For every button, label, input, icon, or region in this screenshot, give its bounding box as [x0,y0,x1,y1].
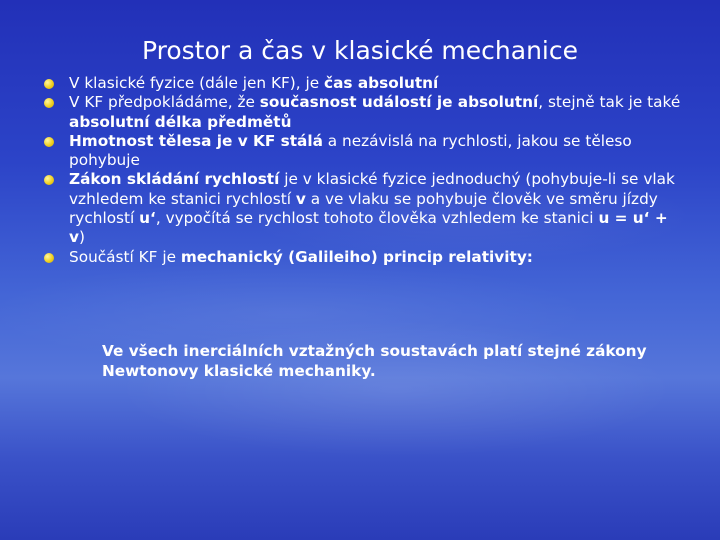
bullet-text: , stejně tak je také [538,93,681,112]
bullet-text-bold: současnost událostí je absolutní [259,93,539,112]
bullet-item [44,74,684,93]
bullet-dot-icon [44,79,54,89]
bullet-text: V klasické fyzice (dále jen KF), je [69,74,324,92]
bullet-text-bold: mechanický (Galileiho) princip relativity: [180,247,533,266]
bullet-text-bold: u = u‘ + v [69,209,668,247]
bullet-text: Součástí KF je [69,247,181,266]
bullet-dot-icon [44,137,54,147]
bullet-dot-icon [44,175,54,185]
bullet-text: V KF předpokládáme, že [69,93,260,112]
bullet-text-bold: u‘ [139,209,156,228]
bullet-text-bold: Hmotnost tělesa je v KF stálá [69,131,323,150]
bullet-item [44,132,684,171]
slide-title: Prostor a čas v klasické mechanice [142,36,578,65]
bullet-text: ) [78,228,85,247]
bullet-text-bold: v [295,189,306,208]
bullet-text-bold: Zákon skládání rychlostí [69,170,280,189]
bullet-item [44,170,684,247]
bullet-text: a nezávislá na rychlosti, jakou se těleso pohybuje [69,131,632,170]
bullet-text: a ve vlaku se pohybuje člověk ve směru jízdy rychlostí [69,189,658,228]
bullet-dot-icon [44,253,54,263]
principle-text: Ve všech inerciálních vztažných soustavách platí stejné zákony Newtonovy klasické mechaniky. [102,342,647,380]
bullet-text: , vypočítá se rychlost tohoto člověka vzhledem ke stanici [155,209,599,228]
bullet-item [44,93,684,132]
bullet-list [44,74,684,267]
bullet-text-bold: absolutní délka předmětů [69,112,292,131]
bullet-text-bold: čas absolutní [324,74,439,92]
bullet-dot-icon [44,98,54,108]
bullet-item [44,248,684,267]
bullet-text: je v klasické fyzice jednoduchý (pohybuje-li se vlak vzhledem ke stanici rychlostí [69,170,675,208]
